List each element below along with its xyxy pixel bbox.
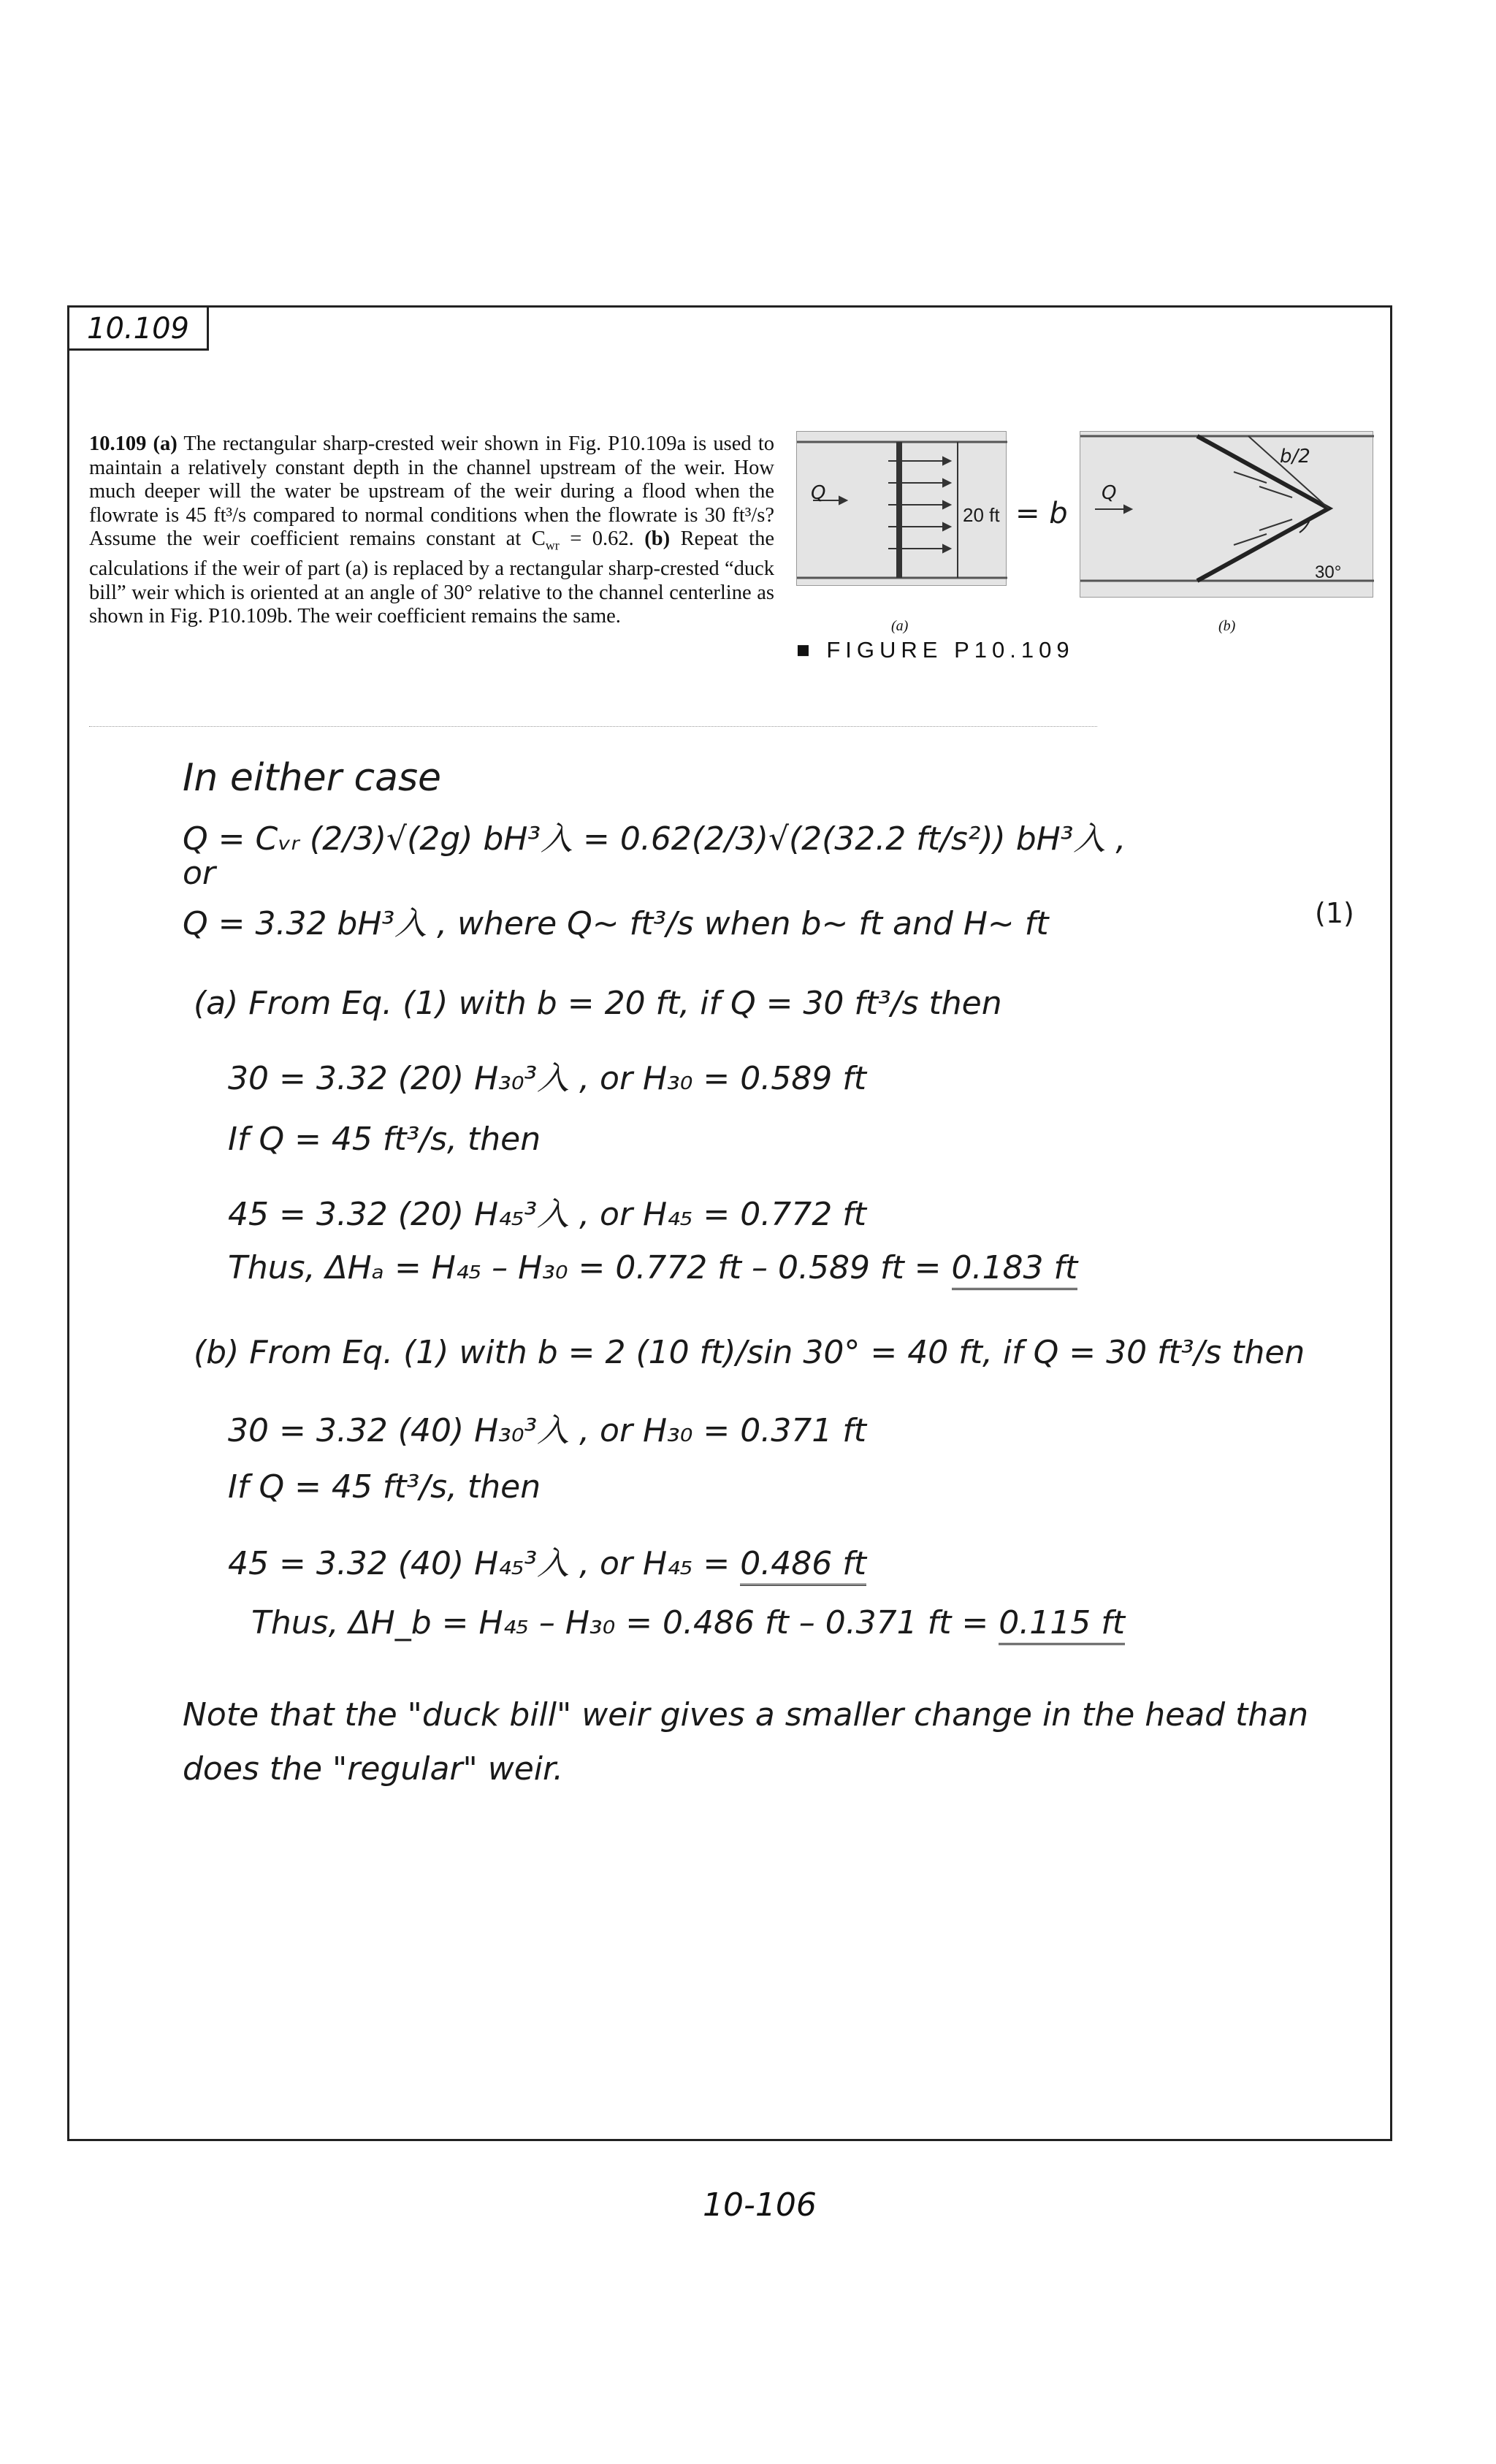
figure-b-q-label: Q	[1102, 482, 1117, 504]
figure-b-half-width: b/2	[1280, 446, 1310, 468]
figure-b-angle: 30°	[1315, 562, 1342, 582]
part-a-if45: If Q = 45 ft³/s, then	[228, 1121, 541, 1158]
part-b-h45	[228, 1537, 866, 1584]
part-b-h30: 30 = 3.32 (40) H₃₀³⼊ , or H₃₀ = 0.371 ft	[228, 1412, 866, 1449]
part-a-marker: (a)	[153, 432, 178, 455]
problem-tag: 10.109	[67, 305, 209, 351]
solution-intro: In either case	[183, 756, 442, 800]
problem-text-b: Repeat the calculations if the weir of part (a) is replaced by a rectangular sharp-crested “duck bill” weir which is oriented at an angle of 30° relative to the channel centerline as shown in Fig. P10.109b. The weir coefficient remains the same.	[89, 527, 774, 628]
part-b-marker: (b)	[644, 527, 671, 550]
part-a-h30: 30 = 3.32 (20) H₃₀³⼊ , or H₃₀ = 0.589 ft	[228, 1060, 866, 1097]
part-a-h45: 45 = 3.32 (20) H₄₅³⼊ , or H₄₅ = 0.772 ft	[228, 1196, 866, 1233]
part-b-h45-answer: 0.486 ft	[740, 1545, 866, 1586]
caption-text: FIGURE P10.109	[826, 637, 1075, 663]
part-b-h45-text: 45 = 3.32 (40) H₄₅³⼊ , or H₄₅ =	[228, 1545, 741, 1582]
note-line-1: Note that the "duck bill" weir gives a smaller change in the head than	[183, 1696, 1309, 1733]
problem-statement	[89, 432, 774, 629]
problem-text-a: The rectangular sharp-crested weir shown in Fig. P10.109a is used to maintain a relatively constant depth in the channel upstream of the weir. How much deeper will the water be upstream of the weir during a flood when the flowrate is 45 ft³/s compared to normal conditions when the flowrate is 30 ft³/s? Assume the weir coefficient remains constant at C	[89, 432, 774, 550]
equation-number: (1)	[1315, 897, 1354, 929]
part-a-setup: (a) From Eq. (1) with b = 20 ft, if Q = 30 ft³/s then	[194, 985, 1002, 1022]
general-weir-equation: Q = Cᵥᵣ (2/3)√(2g) bH³⼊ = 0.62(2/3)√(2(32.2 ft/s²)) bH³⼊ ,	[183, 820, 1126, 858]
problem-number: 10.109	[89, 432, 147, 455]
cwr-subscript: wr	[545, 538, 560, 553]
figure-caption	[796, 637, 1075, 663]
part-a-answer: 0.183 ft	[952, 1249, 1078, 1290]
divider	[89, 726, 1097, 727]
simplified-equation: Q = 3.32 bH³⼊ , where Q~ ft³/s when b~ ft and H~ ft	[183, 905, 1049, 942]
figure-a-b-note: = b	[1015, 497, 1068, 530]
part-b-if45: If Q = 45 ft³/s, then	[228, 1468, 541, 1506]
caption-square-icon: ■	[796, 637, 827, 663]
figure-a-width: 20 ft	[963, 504, 1000, 526]
figure-a-label: (a)	[891, 618, 909, 634]
or-text: or	[183, 855, 216, 892]
part-b-result-text: Thus, ΔH_b = H₄₅ – H₃₀ = 0.486 ft – 0.371 ft =	[251, 1604, 999, 1641]
page-number: 10-106	[703, 2186, 817, 2224]
part-b-answer: 0.115 ft	[999, 1604, 1125, 1645]
part-b-result	[251, 1604, 1125, 1641]
note-line-2: does the "regular" weir.	[183, 1750, 564, 1788]
figure-a-q-label: Q	[811, 482, 826, 504]
problem-text-a2: = 0.62.	[559, 527, 645, 550]
part-b-setup: (b) From Eq. (1) with b = 2 (10 ft)/sin 30° = 40 ft, if Q = 30 ft³/s then	[194, 1334, 1305, 1371]
figure-b-label: (b)	[1218, 618, 1236, 634]
part-a-result	[228, 1249, 1077, 1286]
part-a-result-text: Thus, ΔHₐ = H₄₅ – H₃₀ = 0.772 ft – 0.589 ft =	[228, 1249, 952, 1286]
